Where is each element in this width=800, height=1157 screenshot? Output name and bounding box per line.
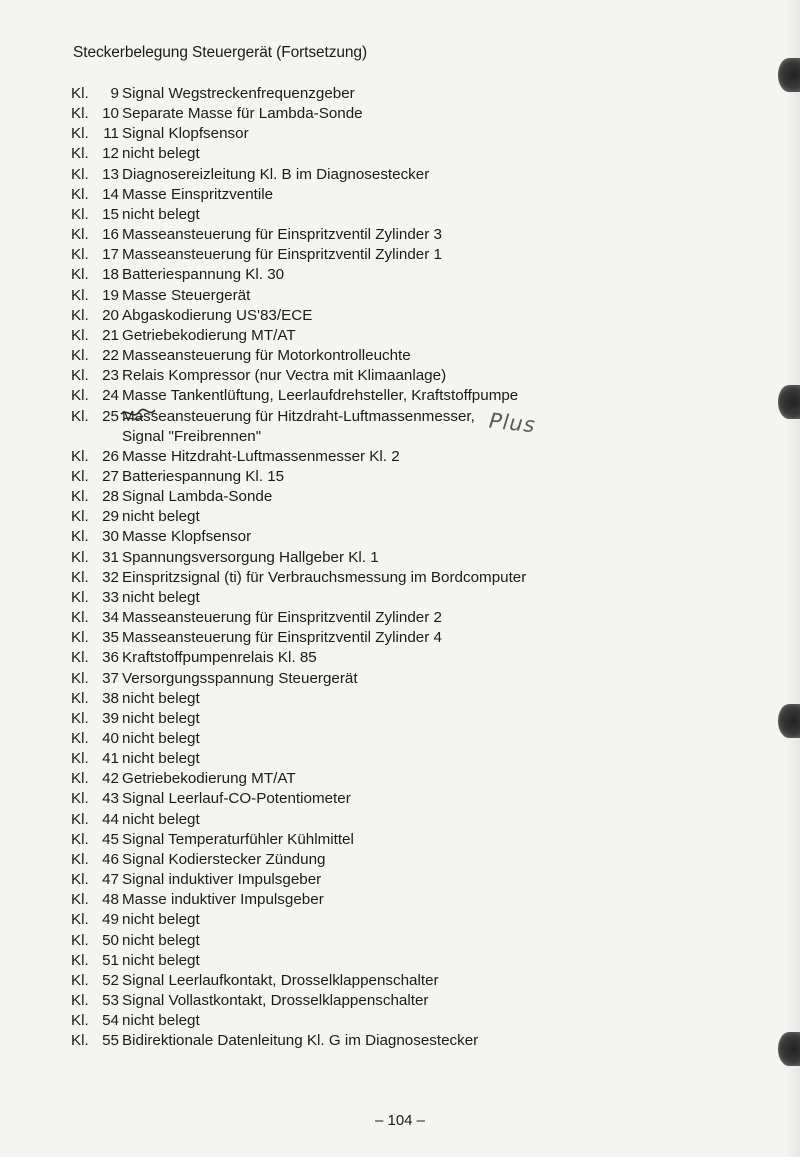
terminal-number: 38 — [102, 689, 119, 707]
terminal-prefix: Kl. — [71, 790, 89, 808]
list-item — [71, 548, 526, 568]
pen-scribble-icon — [119, 406, 157, 430]
description-line: Bidirektionale Datenleitung Kl. G im Diagnosestecker — [122, 1032, 479, 1050]
terminal-prefix: Kl. — [71, 105, 89, 123]
terminal-description — [119, 104, 363, 124]
terminal-number: 20 — [102, 306, 119, 324]
description-line: Signal Temperaturfühler Kühlmittel — [122, 830, 354, 848]
terminal-description — [119, 1031, 478, 1051]
terminal-number: 30 — [102, 528, 119, 546]
pin-assignment-list — [71, 84, 526, 1052]
terminal-number: 36 — [102, 649, 119, 667]
description-line: Relais Kompressor (nur Vectra mit Klimaanlage) — [122, 367, 447, 385]
terminal-prefix: Kl. — [71, 326, 89, 344]
punch-hole-icon — [778, 58, 800, 92]
terminal-description — [119, 971, 439, 991]
terminal-description — [119, 729, 200, 749]
list-item — [71, 306, 526, 326]
terminal-description — [119, 689, 200, 709]
description-line: Masse Steuergerät — [122, 286, 251, 304]
terminal-prefix: Kl. — [71, 467, 89, 485]
list-item — [71, 286, 526, 306]
list-item — [71, 124, 526, 144]
description-line: Abgaskodierung US'83/ECE — [122, 306, 313, 324]
terminal-description — [119, 386, 518, 406]
terminal-prefix: Kl. — [71, 246, 89, 264]
terminal-prefix: Kl. — [71, 750, 89, 768]
terminal-prefix: Kl. — [71, 850, 89, 868]
terminal-prefix: Kl. — [71, 85, 89, 102]
terminal-prefix: Kl. — [71, 185, 89, 203]
list-item — [71, 326, 526, 346]
terminal-prefix: Kl. — [71, 689, 89, 707]
terminal-number: 33 — [102, 588, 119, 606]
terminal-prefix: Kl. — [71, 770, 89, 788]
terminal-number: 46 — [102, 850, 119, 868]
terminal-prefix: Kl. — [71, 226, 89, 244]
description-line: Batteriespannung Kl. 15 — [122, 467, 285, 485]
terminal-description — [119, 407, 475, 447]
terminal-description — [119, 709, 200, 729]
list-item — [71, 931, 526, 951]
description-line: Masse Tankentlüftung, Leerlaufdrehsteller, Kraftstoffpumpe — [122, 387, 519, 405]
terminal-description — [119, 648, 317, 668]
list-item — [71, 104, 526, 124]
terminal-description — [119, 286, 250, 306]
terminal-description — [119, 588, 200, 608]
terminal-number: 16 — [102, 226, 119, 244]
terminal-prefix: Kl. — [71, 306, 89, 324]
terminal-number: 10 — [102, 105, 119, 123]
description-line: Masse induktiver Impulsgeber — [122, 891, 324, 909]
punch-hole-icon — [778, 385, 800, 419]
terminal-prefix: Kl. — [71, 992, 89, 1010]
terminal-description — [119, 527, 251, 547]
list-item — [71, 144, 526, 164]
terminal-number: 15 — [102, 205, 119, 223]
description-line: Separate Masse für Lambda-Sonde — [122, 105, 363, 123]
terminal-prefix: Kl. — [71, 649, 89, 667]
description-line: Einspritzsignal (ti) für Verbrauchsmessung im Bordcomputer — [122, 568, 527, 586]
page-edge-shadow — [786, 0, 800, 1157]
terminal-prefix: Kl. — [71, 568, 89, 586]
list-item — [71, 1031, 526, 1051]
terminal-number: 24 — [102, 387, 119, 405]
description-line: nicht belegt — [122, 730, 200, 747]
description-line: Signal Wegstreckenfrequenzgeber — [122, 85, 355, 102]
terminal-description — [119, 225, 442, 245]
list-item — [71, 769, 526, 789]
list-item — [71, 729, 526, 749]
terminal-prefix: Kl. — [71, 367, 89, 385]
terminal-prefix: Kl. — [71, 205, 89, 223]
terminal-prefix: Kl. — [71, 347, 89, 365]
terminal-description — [119, 749, 200, 769]
terminal-number: 45 — [102, 830, 119, 848]
terminal-description — [119, 608, 442, 628]
list-item — [71, 467, 526, 487]
description-line: Signal induktiver Impulsgeber — [122, 871, 322, 889]
description-line: Signal Leerlauf-CO-Potentiometer — [122, 790, 351, 808]
list-item — [71, 910, 526, 930]
terminal-number: 41 — [102, 750, 119, 768]
terminal-number: 13 — [102, 165, 119, 183]
terminal-number: 37 — [102, 669, 119, 687]
description-line: nicht belegt — [122, 810, 200, 828]
terminal-description — [119, 165, 429, 185]
terminal-prefix: Kl. — [71, 387, 89, 405]
list-item — [71, 971, 526, 991]
terminal-number: 25 — [102, 407, 119, 425]
terminal-number: 44 — [102, 810, 119, 828]
terminal-description — [119, 931, 200, 951]
list-item — [71, 749, 526, 769]
description-line: Signal Lambda-Sonde — [122, 488, 273, 506]
terminal-prefix: Kl. — [71, 669, 89, 687]
terminal-prefix: Kl. — [71, 931, 89, 949]
description-line: nicht belegt — [122, 911, 200, 929]
list-item — [71, 568, 526, 588]
terminal-number: 18 — [102, 266, 119, 284]
description-line: Kraftstoffpumpenrelais Kl. 85 — [122, 649, 317, 667]
terminal-prefix: Kl. — [71, 125, 89, 143]
list-item — [71, 366, 526, 386]
terminal-description — [119, 769, 296, 789]
terminal-prefix: Kl. — [71, 629, 89, 647]
terminal-prefix: Kl. — [71, 730, 89, 747]
handwritten-note: Plus — [487, 408, 537, 438]
terminal-number: 40 — [102, 730, 119, 747]
terminal-description — [119, 306, 312, 326]
terminal-description — [119, 810, 200, 830]
terminal-number: 19 — [102, 286, 119, 304]
list-item — [71, 225, 526, 245]
terminal-description — [119, 951, 200, 971]
terminal-description — [119, 1011, 200, 1031]
list-item — [71, 951, 526, 971]
terminal-number: 14 — [102, 185, 119, 203]
terminal-description — [119, 789, 351, 809]
list-item — [71, 830, 526, 850]
description-line: nicht belegt — [122, 951, 200, 969]
list-item — [71, 386, 526, 406]
list-item — [71, 527, 526, 547]
terminal-number: 52 — [102, 971, 119, 989]
terminal-prefix: Kl. — [71, 488, 89, 506]
list-item — [71, 507, 526, 527]
description-line: Masse Hitzdraht-Luftmassenmesser Kl. 2 — [122, 447, 400, 465]
terminal-description — [119, 568, 526, 588]
list-item — [71, 850, 526, 870]
list-item — [71, 991, 526, 1011]
terminal-description — [119, 548, 379, 568]
description-line: nicht belegt — [122, 689, 200, 707]
list-item — [71, 165, 526, 185]
terminal-prefix: Kl. — [71, 609, 89, 627]
terminal-description — [119, 205, 200, 225]
terminal-number: 21 — [102, 326, 119, 344]
description-line: Getriebekodierung MT/AT — [122, 326, 296, 344]
terminal-prefix: Kl. — [71, 709, 89, 727]
description-line: Versorgungsspannung Steuergerät — [122, 669, 358, 687]
description-line: nicht belegt — [122, 750, 200, 768]
list-item — [71, 789, 526, 809]
list-item — [71, 689, 526, 709]
description-line: nicht belegt — [122, 508, 200, 526]
terminal-number: 9 — [110, 85, 119, 102]
page-heading: Steckerbelegung Steuergerät (Fortsetzung) — [73, 44, 368, 61]
list-item — [71, 84, 526, 104]
terminal-number: 53 — [102, 992, 119, 1010]
terminal-number: 35 — [102, 629, 119, 647]
terminal-prefix: Kl. — [71, 165, 89, 183]
terminal-prefix: Kl. — [71, 145, 89, 163]
list-item — [71, 870, 526, 890]
description-line: Signal Leerlaufkontakt, Drosselklappenschalter — [122, 971, 439, 989]
terminal-description — [119, 890, 324, 910]
terminal-description — [119, 265, 284, 285]
list-item — [71, 346, 526, 366]
description-line: nicht belegt — [122, 1012, 200, 1030]
description-line: Diagnosereizleitung Kl. B im Diagnosestecker — [122, 165, 430, 183]
terminal-prefix: Kl. — [71, 951, 89, 969]
terminal-number: 48 — [102, 891, 119, 909]
terminal-number: 47 — [102, 871, 119, 889]
terminal-prefix: Kl. — [71, 447, 89, 465]
terminal-number: 39 — [102, 709, 119, 727]
terminal-description — [119, 991, 428, 1011]
terminal-prefix: Kl. — [71, 548, 89, 566]
terminal-number: 22 — [102, 347, 119, 365]
description-line: nicht belegt — [122, 931, 200, 949]
terminal-number: 17 — [102, 246, 119, 264]
terminal-description — [119, 669, 358, 689]
description-line: Masseansteuerung für Einspritzventil Zylinder 4 — [122, 629, 442, 647]
list-item — [71, 648, 526, 668]
terminal-number: 28 — [102, 488, 119, 506]
description-line: nicht belegt — [122, 145, 200, 163]
page-number: – 104 – — [374, 1112, 426, 1129]
list-item — [71, 810, 526, 830]
terminal-description — [119, 447, 400, 467]
terminal-prefix: Kl. — [71, 286, 89, 304]
terminal-prefix: Kl. — [71, 1032, 89, 1050]
description-line: Masseansteuerung für Einspritzventil Zylinder 1 — [122, 246, 442, 264]
terminal-description — [119, 850, 325, 870]
description-line: Spannungsversorgung Hallgeber Kl. 1 — [122, 548, 379, 566]
terminal-number: 50 — [102, 931, 119, 949]
list-item — [71, 669, 526, 689]
terminal-number: 11 — [103, 125, 119, 143]
terminal-number: 49 — [102, 911, 119, 929]
terminal-prefix: Kl. — [71, 810, 89, 828]
terminal-description — [119, 910, 200, 930]
list-item — [71, 628, 526, 648]
description-line: Masseansteuerung für Motorkontrolleuchte — [122, 347, 411, 365]
terminal-prefix: Kl. — [71, 971, 89, 989]
terminal-description — [119, 467, 284, 487]
description-line: nicht belegt — [122, 205, 200, 223]
terminal-description — [119, 84, 355, 104]
terminal-number: 32 — [102, 568, 119, 586]
terminal-number: 29 — [102, 508, 119, 526]
punch-hole-icon — [778, 1032, 800, 1066]
description-line: Masse Klopfsensor — [122, 528, 252, 546]
description-line: nicht belegt — [122, 588, 200, 606]
description-line: Getriebekodierung MT/AT — [122, 770, 296, 788]
description-line: Masseansteuerung für Hitzdraht-Luftmassenmesser, — [122, 407, 475, 425]
terminal-description — [119, 628, 442, 648]
list-item — [71, 1011, 526, 1031]
description-line-2: Signal "Freibrennen" — [122, 427, 262, 445]
punch-hole-icon — [778, 704, 800, 738]
list-item — [71, 185, 526, 205]
terminal-number: 34 — [102, 609, 119, 627]
list-item — [71, 709, 526, 729]
description-line: Signal Vollastkontakt, Drosselklappenschalter — [122, 992, 429, 1010]
terminal-number: 26 — [102, 447, 119, 465]
terminal-description — [119, 245, 442, 265]
terminal-prefix: Kl. — [71, 528, 89, 546]
terminal-prefix: Kl. — [71, 911, 89, 929]
terminal-description — [119, 185, 273, 205]
description-line: Batteriespannung Kl. 30 — [122, 266, 285, 284]
terminal-number: 43 — [102, 790, 119, 808]
terminal-number: 23 — [102, 367, 119, 385]
terminal-prefix: Kl. — [71, 588, 89, 606]
list-item — [71, 447, 526, 467]
terminal-prefix: Kl. — [71, 266, 89, 284]
description-line: Signal Kodierstecker Zündung — [122, 850, 326, 868]
list-item — [71, 608, 526, 628]
description-line: nicht belegt — [122, 709, 200, 727]
terminal-description — [119, 830, 354, 850]
list-item — [71, 245, 526, 265]
terminal-number: 12 — [102, 145, 119, 163]
list-item — [71, 205, 526, 225]
terminal-prefix: Kl. — [71, 407, 89, 425]
terminal-number: 42 — [102, 770, 119, 788]
terminal-description — [119, 124, 249, 144]
terminal-number: 31 — [102, 548, 119, 566]
terminal-description — [119, 870, 321, 890]
list-item — [71, 265, 526, 285]
description-line: Masseansteuerung für Einspritzventil Zylinder 2 — [122, 609, 442, 627]
terminal-number: 55 — [102, 1032, 119, 1050]
list-item — [71, 588, 526, 608]
description-line: Masse Einspritzventile — [122, 185, 274, 203]
terminal-prefix: Kl. — [71, 891, 89, 909]
description-line: Signal Klopfsensor — [122, 125, 249, 143]
terminal-prefix: Kl. — [71, 830, 89, 848]
list-item — [71, 890, 526, 910]
terminal-description — [119, 144, 200, 164]
list-item — [71, 487, 526, 507]
terminal-description — [119, 507, 200, 527]
terminal-prefix: Kl. — [71, 871, 89, 889]
terminal-description — [119, 366, 446, 386]
terminal-number: 51 — [102, 951, 119, 969]
terminal-number: 27 — [102, 467, 119, 485]
terminal-description — [119, 487, 272, 507]
terminal-prefix: Kl. — [71, 508, 89, 526]
terminal-description — [119, 346, 411, 366]
terminal-description — [119, 326, 296, 346]
terminal-number: 54 — [102, 1012, 119, 1030]
terminal-prefix: Kl. — [71, 1012, 89, 1030]
description-line: Masseansteuerung für Einspritzventil Zylinder 3 — [122, 226, 442, 244]
